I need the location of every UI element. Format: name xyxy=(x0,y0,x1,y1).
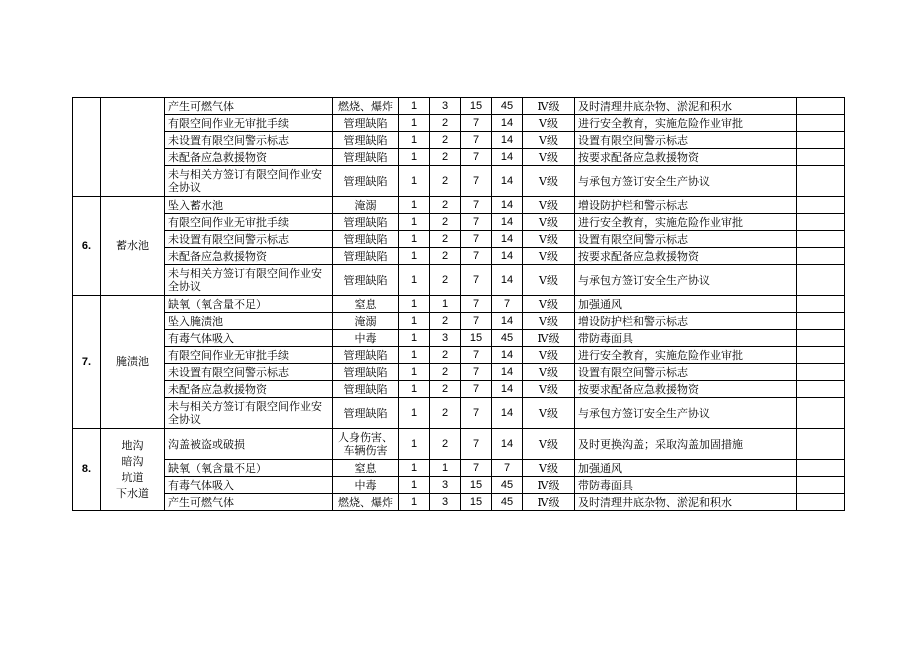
note-cell xyxy=(797,98,845,115)
likelihood-cell: 1 xyxy=(399,364,430,381)
likelihood-cell: 1 xyxy=(399,231,430,248)
risk-grade-cell: Ⅴ级 xyxy=(523,398,575,429)
hazard-cell: 有限空间作业无审批手续 xyxy=(165,347,333,364)
likelihood-cell: 1 xyxy=(399,115,430,132)
control-measure-cell: 按要求配备应急救援物资 xyxy=(575,149,797,166)
severity-cell: 15 xyxy=(461,330,492,347)
hazard-cell: 有限空间作业无审批手续 xyxy=(165,115,333,132)
severity-cell: 7 xyxy=(461,347,492,364)
table-body xyxy=(73,98,845,511)
severity-cell: 7 xyxy=(461,166,492,197)
consequence-cell: 燃烧、爆炸 xyxy=(333,98,399,115)
severity-cell: 15 xyxy=(461,494,492,511)
exposure-cell: 2 xyxy=(430,381,461,398)
hazard-cell: 未与相关方签订有限空间作业安全协议 xyxy=(165,398,333,429)
table-row xyxy=(73,265,845,296)
control-measure-cell: 带防毒面具 xyxy=(575,330,797,347)
risk-value-cell: 14 xyxy=(492,313,523,330)
severity-cell: 7 xyxy=(461,460,492,477)
hazard-cell: 产生可燃气体 xyxy=(165,494,333,511)
severity-cell: 7 xyxy=(461,115,492,132)
note-cell xyxy=(797,364,845,381)
control-measure-cell: 与承包方签订安全生产协议 xyxy=(575,166,797,197)
serial-number-cell xyxy=(73,98,101,197)
hazard-cell: 有毒气体吸入 xyxy=(165,330,333,347)
location-line: 蓄水池 xyxy=(116,239,149,252)
exposure-cell: 2 xyxy=(430,115,461,132)
note-cell xyxy=(797,197,845,214)
table-row xyxy=(73,364,845,381)
risk-grade-cell: Ⅳ级 xyxy=(523,98,575,115)
risk-grade-cell: Ⅴ级 xyxy=(523,313,575,330)
likelihood-cell: 1 xyxy=(399,248,430,265)
note-cell xyxy=(797,149,845,166)
likelihood-cell: 1 xyxy=(399,265,430,296)
table-row xyxy=(73,494,845,511)
likelihood-cell: 1 xyxy=(399,197,430,214)
note-cell xyxy=(797,460,845,477)
exposure-cell: 3 xyxy=(430,98,461,115)
risk-grade-cell: Ⅴ级 xyxy=(523,214,575,231)
table-row xyxy=(73,214,845,231)
control-measure-cell: 按要求配备应急救援物资 xyxy=(575,248,797,265)
location-cell xyxy=(101,296,165,429)
severity-cell: 7 xyxy=(461,214,492,231)
risk-value-cell: 14 xyxy=(492,248,523,265)
risk-grade-cell: Ⅴ级 xyxy=(523,347,575,364)
control-measure-cell: 带防毒面具 xyxy=(575,477,797,494)
risk-grade-cell: Ⅴ级 xyxy=(523,381,575,398)
note-cell xyxy=(797,330,845,347)
risk-grade-cell: Ⅴ级 xyxy=(523,460,575,477)
exposure-cell: 1 xyxy=(430,296,461,313)
location-cell xyxy=(101,429,165,511)
severity-cell: 7 xyxy=(461,429,492,460)
consequence-cell: 管理缺陷 xyxy=(333,265,399,296)
location-line: 地沟 xyxy=(121,438,144,452)
hazard-cell: 未设置有限空间警示标志 xyxy=(165,132,333,149)
note-cell xyxy=(797,214,845,231)
exposure-cell: 2 xyxy=(430,197,461,214)
risk-value-cell: 14 xyxy=(492,149,523,166)
risk-grade-cell: Ⅴ级 xyxy=(523,197,575,214)
hazard-cell: 未配备应急救援物资 xyxy=(165,248,333,265)
note-cell xyxy=(797,248,845,265)
hazard-cell: 坠入蓄水池 xyxy=(165,197,333,214)
exposure-cell: 3 xyxy=(430,330,461,347)
table-row xyxy=(73,248,845,265)
risk-value-cell: 45 xyxy=(492,477,523,494)
risk-grade-cell: Ⅳ级 xyxy=(523,494,575,511)
exposure-cell: 2 xyxy=(430,231,461,248)
exposure-cell: 2 xyxy=(430,347,461,364)
risk-value-cell: 14 xyxy=(492,381,523,398)
control-measure-cell: 与承包方签订安全生产协议 xyxy=(575,265,797,296)
risk-value-cell: 14 xyxy=(492,197,523,214)
risk-value-cell: 14 xyxy=(492,132,523,149)
risk-value-cell: 14 xyxy=(492,347,523,364)
location-cell xyxy=(101,197,165,296)
hazard-cell: 未配备应急救援物资 xyxy=(165,381,333,398)
note-cell xyxy=(797,231,845,248)
severity-cell: 15 xyxy=(461,477,492,494)
severity-cell: 7 xyxy=(461,296,492,313)
table-row xyxy=(73,398,845,429)
severity-cell: 7 xyxy=(461,149,492,166)
risk-value-cell: 7 xyxy=(492,460,523,477)
consequence-cell: 管理缺陷 xyxy=(333,115,399,132)
risk-grade-cell: Ⅴ级 xyxy=(523,149,575,166)
consequence-cell: 淹溺 xyxy=(333,313,399,330)
severity-cell: 15 xyxy=(461,98,492,115)
serial-number-cell: 7. xyxy=(73,296,101,429)
exposure-cell: 2 xyxy=(430,313,461,330)
consequence-cell: 中毒 xyxy=(333,330,399,347)
risk-grade-cell: Ⅴ级 xyxy=(523,231,575,248)
consequence-cell: 淹溺 xyxy=(333,197,399,214)
risk-grade-cell: Ⅴ级 xyxy=(523,429,575,460)
table-row xyxy=(73,132,845,149)
consequence-cell: 管理缺陷 xyxy=(333,364,399,381)
likelihood-cell: 1 xyxy=(399,398,430,429)
note-cell xyxy=(797,265,845,296)
risk-value-cell: 14 xyxy=(492,429,523,460)
control-measure-cell: 及时清理井底杂物、淤泥和积水 xyxy=(575,98,797,115)
consequence-cell: 管理缺陷 xyxy=(333,381,399,398)
risk-value-cell: 14 xyxy=(492,115,523,132)
hazard-cell: 产生可燃气体 xyxy=(165,98,333,115)
table-row xyxy=(73,381,845,398)
severity-cell: 7 xyxy=(461,231,492,248)
exposure-cell: 2 xyxy=(430,364,461,381)
control-measure-cell: 及时更换沟盖；采取沟盖加固措施 xyxy=(575,429,797,460)
control-measure-cell: 加强通风 xyxy=(575,460,797,477)
exposure-cell: 2 xyxy=(430,248,461,265)
table-row xyxy=(73,115,845,132)
exposure-cell: 2 xyxy=(430,429,461,460)
table-row xyxy=(73,149,845,166)
hazard-cell: 未设置有限空间警示标志 xyxy=(165,364,333,381)
consequence-cell: 管理缺陷 xyxy=(333,214,399,231)
control-measure-cell: 设置有限空间警示标志 xyxy=(575,364,797,381)
risk-value-cell: 14 xyxy=(492,364,523,381)
risk-grade-cell: Ⅴ级 xyxy=(523,296,575,313)
serial-number-cell: 6. xyxy=(73,197,101,296)
severity-cell: 7 xyxy=(461,313,492,330)
control-measure-cell: 设置有限空间警示标志 xyxy=(575,132,797,149)
exposure-cell: 2 xyxy=(430,214,461,231)
control-measure-cell: 进行安全教育，实施危险作业审批 xyxy=(575,115,797,132)
risk-grade-cell: Ⅴ级 xyxy=(523,265,575,296)
consequence-cell: 管理缺陷 xyxy=(333,248,399,265)
control-measure-cell: 设置有限空间警示标志 xyxy=(575,231,797,248)
exposure-cell: 3 xyxy=(430,477,461,494)
location-cell xyxy=(101,98,165,197)
hazard-cell: 有限空间作业无审批手续 xyxy=(165,214,333,231)
note-cell xyxy=(797,398,845,429)
hazard-cell: 坠入腌渍池 xyxy=(165,313,333,330)
table-row xyxy=(73,98,845,115)
risk-grade-cell: Ⅴ级 xyxy=(523,248,575,265)
note-cell xyxy=(797,313,845,330)
table-row xyxy=(73,313,845,330)
risk-value-cell: 45 xyxy=(492,494,523,511)
risk-value-cell: 14 xyxy=(492,214,523,231)
consequence-cell: 管理缺陷 xyxy=(333,132,399,149)
control-measure-cell: 进行安全教育，实施危险作业审批 xyxy=(575,347,797,364)
table-row xyxy=(73,330,845,347)
control-measure-cell: 加强通风 xyxy=(575,296,797,313)
risk-grade-cell: Ⅳ级 xyxy=(523,477,575,494)
table-row xyxy=(73,197,845,214)
hazard-cell: 未设置有限空间警示标志 xyxy=(165,231,333,248)
note-cell xyxy=(797,115,845,132)
likelihood-cell: 1 xyxy=(399,214,430,231)
location-line: 暗沟 xyxy=(121,454,144,468)
table-row xyxy=(73,166,845,197)
hazard-cell: 沟盖被盗或破损 xyxy=(165,429,333,460)
risk-value-cell: 45 xyxy=(492,330,523,347)
consequence-cell: 管理缺陷 xyxy=(333,398,399,429)
severity-cell: 7 xyxy=(461,398,492,429)
risk-value-cell: 14 xyxy=(492,231,523,248)
table-row xyxy=(73,296,845,313)
severity-cell: 7 xyxy=(461,132,492,149)
risk-value-cell: 14 xyxy=(492,398,523,429)
risk-value-cell: 7 xyxy=(492,296,523,313)
risk-grade-cell: Ⅴ级 xyxy=(523,115,575,132)
hazard-cell: 未与相关方签订有限空间作业安全协议 xyxy=(165,166,333,197)
note-cell xyxy=(797,132,845,149)
risk-grade-cell: Ⅳ级 xyxy=(523,330,575,347)
exposure-cell: 2 xyxy=(430,149,461,166)
risk-value-cell: 14 xyxy=(492,265,523,296)
risk-assessment-table xyxy=(72,97,845,511)
hazard-cell: 缺氧（氧含量不足） xyxy=(165,296,333,313)
table-row xyxy=(73,477,845,494)
consequence-cell: 燃烧、爆炸 xyxy=(333,494,399,511)
consequence-cell: 管理缺陷 xyxy=(333,347,399,364)
likelihood-cell: 1 xyxy=(399,98,430,115)
serial-number-cell: 8. xyxy=(73,429,101,511)
location-line: 下水道 xyxy=(116,486,149,500)
likelihood-cell: 1 xyxy=(399,296,430,313)
likelihood-cell: 1 xyxy=(399,494,430,511)
likelihood-cell: 1 xyxy=(399,313,430,330)
note-cell xyxy=(797,347,845,364)
likelihood-cell: 1 xyxy=(399,460,430,477)
severity-cell: 7 xyxy=(461,364,492,381)
table-row xyxy=(73,347,845,364)
exposure-cell: 3 xyxy=(430,494,461,511)
consequence-cell: 中毒 xyxy=(333,477,399,494)
table-row xyxy=(73,231,845,248)
control-measure-cell: 与承包方签订安全生产协议 xyxy=(575,398,797,429)
hazard-cell: 缺氧（氧含量不足） xyxy=(165,460,333,477)
exposure-cell: 2 xyxy=(430,398,461,429)
consequence-cell: 管理缺陷 xyxy=(333,149,399,166)
risk-value-cell: 45 xyxy=(492,98,523,115)
severity-cell: 7 xyxy=(461,248,492,265)
risk-grade-cell: Ⅴ级 xyxy=(523,132,575,149)
control-measure-cell: 增设防护栏和警示标志 xyxy=(575,313,797,330)
control-measure-cell: 按要求配备应急救援物资 xyxy=(575,381,797,398)
note-cell xyxy=(797,477,845,494)
control-measure-cell: 增设防护栏和警示标志 xyxy=(575,197,797,214)
table-row xyxy=(73,460,845,477)
location-line: 腌渍池 xyxy=(116,355,149,368)
note-cell xyxy=(797,429,845,460)
location-line: 坑道 xyxy=(121,470,144,484)
note-cell xyxy=(797,381,845,398)
likelihood-cell: 1 xyxy=(399,477,430,494)
likelihood-cell: 1 xyxy=(399,132,430,149)
risk-value-cell: 14 xyxy=(492,166,523,197)
exposure-cell: 2 xyxy=(430,132,461,149)
hazard-cell: 有毒气体吸入 xyxy=(165,477,333,494)
hazard-cell: 未与相关方签订有限空间作业安全协议 xyxy=(165,265,333,296)
consequence-cell: 管理缺陷 xyxy=(333,231,399,248)
control-measure-cell: 进行安全教育，实施危险作业审批 xyxy=(575,214,797,231)
likelihood-cell: 1 xyxy=(399,330,430,347)
exposure-cell: 2 xyxy=(430,166,461,197)
table-row xyxy=(73,429,845,460)
consequence-cell: 窒息 xyxy=(333,296,399,313)
severity-cell: 7 xyxy=(461,381,492,398)
risk-grade-cell: Ⅴ级 xyxy=(523,166,575,197)
likelihood-cell: 1 xyxy=(399,381,430,398)
control-measure-cell: 及时清理井底杂物、淤泥和积水 xyxy=(575,494,797,511)
consequence-cell: 管理缺陷 xyxy=(333,166,399,197)
likelihood-cell: 1 xyxy=(399,347,430,364)
risk-grade-cell: Ⅴ级 xyxy=(523,364,575,381)
likelihood-cell: 1 xyxy=(399,149,430,166)
hazard-cell: 未配备应急救援物资 xyxy=(165,149,333,166)
severity-cell: 7 xyxy=(461,265,492,296)
note-cell xyxy=(797,494,845,511)
exposure-cell: 2 xyxy=(430,265,461,296)
consequence-cell: 窒息 xyxy=(333,460,399,477)
exposure-cell: 1 xyxy=(430,460,461,477)
severity-cell: 7 xyxy=(461,197,492,214)
likelihood-cell: 1 xyxy=(399,429,430,460)
note-cell xyxy=(797,166,845,197)
note-cell xyxy=(797,296,845,313)
likelihood-cell: 1 xyxy=(399,166,430,197)
consequence-cell: 人身伤害、车辆伤害 xyxy=(333,429,399,460)
